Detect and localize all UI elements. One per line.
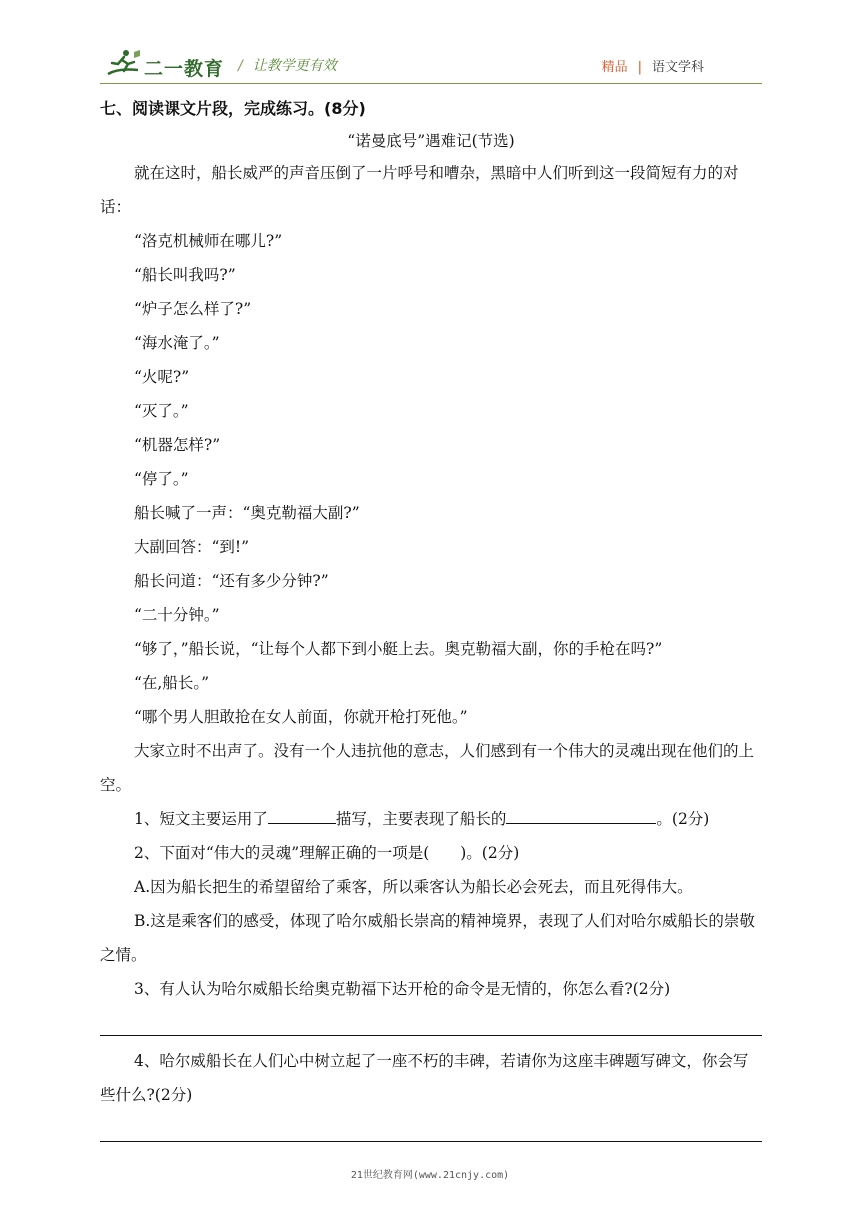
dialogue-line: “二十分钟。”	[134, 606, 220, 624]
runner-icon	[104, 48, 142, 78]
dialogue-line: “船长叫我吗?”	[134, 266, 236, 284]
option-a: A.因为船长把生的希望留给了乘客，所以乘客认为船长必会死去，而且死得伟大。	[134, 878, 693, 896]
section-title: 七、阅读课文片段，完成练习。(8分)	[100, 99, 366, 118]
subject-label: 语文学科	[651, 60, 704, 75]
question-1-text-b: 描写，主要表现了船长的	[335, 810, 507, 828]
dialogue-line: “停了。”	[134, 470, 189, 488]
logo-text: 二一教育	[144, 58, 225, 80]
answer-line-4[interactable]	[100, 1140, 762, 1142]
dialogue-line: “够了，”船长说，“让每个人都下到小艇上去。奥克勒福大副，你的手枪在吗?”	[134, 640, 663, 658]
passage-ending: 大家立时不出声了。没有一个人违抗他的意志，人们感到有一个伟大的灵魂出现在他们的上空。	[100, 742, 755, 794]
question-1-text-c: 。(2分)	[656, 810, 710, 828]
passage-paragraph: 就在这时，船长威严的声音压倒了一片呼号和嘈杂，黑暗中人们听到这一段简短有力的对话：	[100, 164, 739, 216]
dialogue-line: 船长问道：“还有多少分钟?”	[134, 572, 329, 590]
page-footer: 21世纪教育网(www.21cnjy.com)	[350, 1170, 510, 1181]
subject-tag	[602, 56, 704, 75]
question-4: 4、哈尔威船长在人们心中树立起了一座不朽的丰碑，若请你为这座丰碑题写碑文，你会写些什么?(2分)	[100, 1052, 749, 1104]
quality-label: 精品	[601, 60, 628, 75]
question-1	[100, 802, 762, 836]
answer-blank-2[interactable]	[506, 805, 656, 824]
dialogue-line: “海水淹了。”	[134, 334, 220, 352]
dialogue-line: “洛克机械师在哪儿?”	[134, 232, 283, 250]
page-header	[100, 44, 762, 84]
dialogue-line: “火呢?”	[134, 368, 190, 386]
worksheet-content	[100, 92, 762, 1142]
header-divider	[100, 83, 762, 84]
dialogue-line: “灭了。”	[134, 402, 189, 420]
slogan-separator: /	[238, 58, 243, 74]
option-b: B.这是乘客们的感受，体现了哈尔威船长崇高的精神境界，表现了人们对哈尔威船长的崇敬之情。	[100, 912, 755, 964]
question-1-text-a: 1、短文主要运用了	[134, 810, 268, 828]
question-2: 2、下面对“伟大的灵魂”理解正确的一项是( )。(2分)	[134, 844, 520, 862]
dialogue-line: “炉子怎么样了?”	[134, 300, 252, 318]
answer-blank-1[interactable]	[268, 805, 336, 824]
slogan	[238, 55, 337, 75]
dialogue-line: 船长喊了一声：“奥克勒福大副?”	[134, 504, 360, 522]
logo	[104, 48, 224, 78]
passage-title: “诺曼底号”遇难记(节选)	[347, 132, 515, 150]
tag-separator: |	[637, 60, 642, 75]
dialogue-line: “在,船长。”	[134, 674, 210, 692]
slogan-text: 让教学更有效	[252, 58, 337, 74]
question-3: 3、有人认为哈尔威船长给奥克勒福下达开枪的命令是无情的，你怎么看?(2分)	[134, 980, 671, 998]
dialogue-line: “机器怎样?”	[134, 436, 221, 454]
dialogue-line: 大副回答：“到!”	[134, 538, 250, 556]
dialogue-line: “哪个男人胆敢抢在女人前面，你就开枪打死他。”	[134, 708, 468, 726]
